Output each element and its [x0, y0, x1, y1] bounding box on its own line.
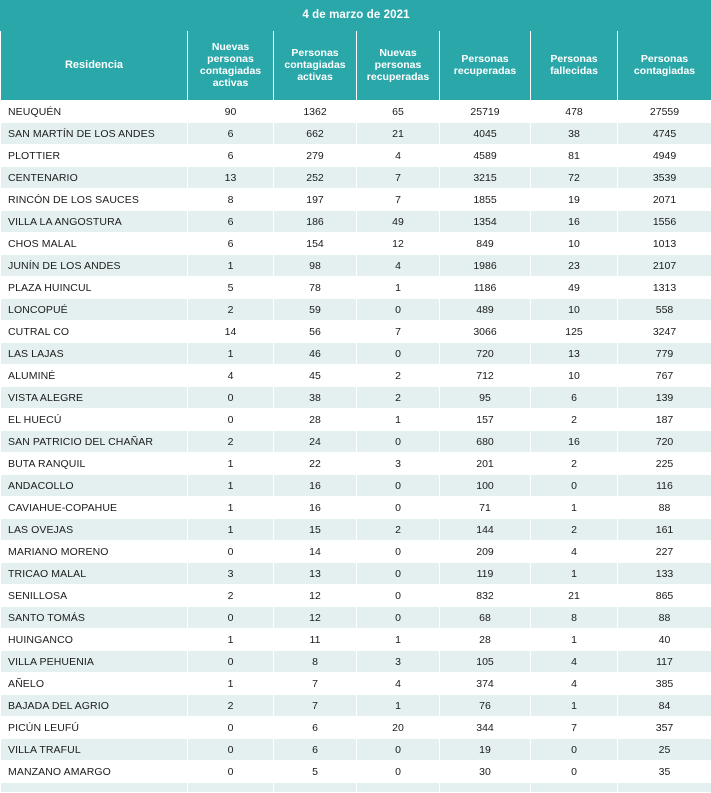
cell-fallecidas: 125	[531, 321, 618, 343]
cell-activas: 7	[274, 695, 357, 717]
cell-activas: 154	[274, 233, 357, 255]
cell-recuperadas: 344	[440, 717, 531, 739]
cell-nuevas-activas: 13	[188, 167, 274, 189]
cell-contagiadas: 1013	[618, 233, 711, 255]
cell-fallecidas: 0	[531, 761, 618, 783]
table-row[interactable]	[1, 717, 711, 739]
cell-nuevas-recuperadas: 0	[357, 431, 440, 453]
table-row[interactable]	[1, 739, 711, 761]
cell-contagiadas: 227	[618, 541, 711, 563]
table-row[interactable]	[1, 211, 711, 233]
column-header-nuevas-personas-recuperadas[interactable]: Nuevas personas recuperadas	[357, 31, 440, 101]
cell-activas: 15	[274, 519, 357, 541]
cell-recuperadas: 30	[440, 761, 531, 783]
cell-residencia: PLAZA HUINCUL	[1, 277, 188, 299]
cell-nuevas-recuperadas: 0	[357, 343, 440, 365]
cell-nuevas-activas: 1	[188, 673, 274, 695]
cell-residencia: PLOTTIER	[1, 145, 188, 167]
table-row[interactable]	[1, 101, 711, 123]
cell-recuperadas: 3066	[440, 321, 531, 343]
cell-fallecidas: 4	[531, 541, 618, 563]
cell-nuevas-recuperadas: 0	[357, 475, 440, 497]
cell-nuevas-recuperadas: 7	[357, 189, 440, 211]
table-row[interactable]	[1, 453, 711, 475]
cell-activas: 186	[274, 211, 357, 233]
cell-nuevas-activas: 1	[188, 453, 274, 475]
cell-fallecidas: 13	[531, 343, 618, 365]
cell-residencia: VISTA ALEGRE	[1, 387, 188, 409]
cell-activas: 1362	[274, 101, 357, 123]
cell-fallecidas: 10	[531, 233, 618, 255]
cell-recuperadas: 4045	[440, 123, 531, 145]
cell-recuperadas: 68	[440, 607, 531, 629]
cell-residencia: SAN PATRICIO DEL CHAÑAR	[1, 431, 188, 453]
cell-contagiadas: 40	[618, 629, 711, 651]
cell-activas: 5	[274, 761, 357, 783]
cell-recuperadas: 28	[440, 629, 531, 651]
cell-activas: 45	[274, 365, 357, 387]
cell-nuevas-recuperadas: 7	[357, 321, 440, 343]
cell-nuevas-recuperadas: 12	[357, 233, 440, 255]
cell-residencia: LONCOPUÉ	[1, 299, 188, 321]
cell-contagiadas: 558	[618, 299, 711, 321]
table-row[interactable]	[1, 431, 711, 453]
cell-residencia: PICÚN LEUFÚ	[1, 717, 188, 739]
cell-contagiadas: 1313	[618, 277, 711, 299]
cell-contagiadas: 2107	[618, 255, 711, 277]
table-row[interactable]	[1, 321, 711, 343]
cell-nuevas-activas: 8	[188, 189, 274, 211]
cell-activas: 98	[274, 255, 357, 277]
cell-activas: 252	[274, 167, 357, 189]
cell-contagiadas: 2071	[618, 189, 711, 211]
cell-recuperadas: 25719	[440, 101, 531, 123]
table-row[interactable]	[1, 299, 711, 321]
cell-contagiadas: 1556	[618, 211, 711, 233]
table-row[interactable]	[1, 387, 711, 409]
table-row[interactable]	[1, 651, 711, 673]
cell-recuperadas: 201	[440, 453, 531, 475]
cell-activas: 7	[274, 673, 357, 695]
cell-fallecidas: 0	[531, 475, 618, 497]
cell-contagiadas: 116	[618, 475, 711, 497]
cell-nuevas-recuperadas: 0	[357, 585, 440, 607]
cell-nuevas-activas: 1	[188, 255, 274, 277]
cell-residencia: BUTA RANQUIL	[1, 453, 188, 475]
cell-residencia: MANZANO AMARGO	[1, 761, 188, 783]
table-body	[1, 101, 711, 793]
cell-recuperadas: 95	[440, 387, 531, 409]
cell-contagiadas: 385	[618, 673, 711, 695]
table-row[interactable]	[1, 673, 711, 695]
cell-clipped	[188, 783, 274, 793]
cell-nuevas-activas: 0	[188, 607, 274, 629]
column-header-nuevas-personas-contagiadas-activas[interactable]: Nuevas personas contagiadas activas	[188, 31, 274, 101]
column-header-personas-contagiadas-activas[interactable]: Personas contagiadas activas	[274, 31, 357, 101]
cell-recuperadas: 157	[440, 409, 531, 431]
cell-residencia: AÑELO	[1, 673, 188, 695]
table-row-clipped	[1, 783, 711, 793]
cell-fallecidas: 1	[531, 695, 618, 717]
table-row[interactable]	[1, 189, 711, 211]
cell-nuevas-recuperadas: 1	[357, 409, 440, 431]
cell-contagiadas: 720	[618, 431, 711, 453]
column-header-personas-recuperadas[interactable]: Personas recuperadas	[440, 31, 531, 101]
cell-nuevas-activas: 0	[188, 387, 274, 409]
cell-contagiadas: 4745	[618, 123, 711, 145]
cell-recuperadas: 720	[440, 343, 531, 365]
cell-activas: 16	[274, 475, 357, 497]
cell-fallecidas: 49	[531, 277, 618, 299]
cell-nuevas-recuperadas: 20	[357, 717, 440, 739]
cell-fallecidas: 72	[531, 167, 618, 189]
cell-contagiadas: 4949	[618, 145, 711, 167]
table-row[interactable]	[1, 541, 711, 563]
table-row[interactable]	[1, 629, 711, 651]
cell-nuevas-recuperadas: 4	[357, 145, 440, 167]
cell-nuevas-recuperadas: 2	[357, 519, 440, 541]
cell-recuperadas: 1986	[440, 255, 531, 277]
cell-residencia: TRICAO MALAL	[1, 563, 188, 585]
table-row[interactable]	[1, 145, 711, 167]
cell-nuevas-activas: 90	[188, 101, 274, 123]
cell-nuevas-recuperadas: 0	[357, 607, 440, 629]
cell-recuperadas: 209	[440, 541, 531, 563]
cell-fallecidas: 6	[531, 387, 618, 409]
cell-recuperadas: 1354	[440, 211, 531, 233]
cell-contagiadas: 3539	[618, 167, 711, 189]
table-row[interactable]	[1, 409, 711, 431]
table-row[interactable]	[1, 497, 711, 519]
cell-fallecidas: 16	[531, 211, 618, 233]
cell-nuevas-activas: 2	[188, 695, 274, 717]
cell-nuevas-recuperadas: 4	[357, 255, 440, 277]
cell-nuevas-recuperadas: 3	[357, 651, 440, 673]
cell-recuperadas: 849	[440, 233, 531, 255]
cell-nuevas-activas: 5	[188, 277, 274, 299]
cell-residencia: SAN MARTÍN DE LOS ANDES	[1, 123, 188, 145]
cell-nuevas-recuperadas: 1	[357, 695, 440, 717]
cell-contagiadas: 865	[618, 585, 711, 607]
cell-fallecidas: 81	[531, 145, 618, 167]
cell-fallecidas: 23	[531, 255, 618, 277]
cell-fallecidas: 1	[531, 497, 618, 519]
cell-residencia: SANTO TOMÁS	[1, 607, 188, 629]
cell-fallecidas: 10	[531, 365, 618, 387]
cell-recuperadas: 76	[440, 695, 531, 717]
cell-fallecidas: 7	[531, 717, 618, 739]
cell-contagiadas: 767	[618, 365, 711, 387]
cell-nuevas-recuperadas: 0	[357, 563, 440, 585]
cell-contagiadas: 161	[618, 519, 711, 541]
cell-nuevas-activas: 0	[188, 651, 274, 673]
cell-nuevas-activas: 0	[188, 761, 274, 783]
cell-contagiadas: 84	[618, 695, 711, 717]
cell-residencia: EL HUECÚ	[1, 409, 188, 431]
cell-recuperadas: 680	[440, 431, 531, 453]
cell-contagiadas: 225	[618, 453, 711, 475]
cell-nuevas-activas: 1	[188, 343, 274, 365]
cell-contagiadas: 35	[618, 761, 711, 783]
cell-activas: 59	[274, 299, 357, 321]
cell-recuperadas: 105	[440, 651, 531, 673]
cell-activas: 197	[274, 189, 357, 211]
cell-residencia: RINCÓN DE LOS SAUCES	[1, 189, 188, 211]
cell-residencia: HUINGANCO	[1, 629, 188, 651]
cell-nuevas-recuperadas: 4	[357, 673, 440, 695]
cell-nuevas-recuperadas: 2	[357, 365, 440, 387]
cell-nuevas-recuperadas: 0	[357, 739, 440, 761]
cell-recuperadas: 144	[440, 519, 531, 541]
cell-recuperadas: 19	[440, 739, 531, 761]
cell-nuevas-recuperadas: 1	[357, 277, 440, 299]
cell-nuevas-recuperadas: 21	[357, 123, 440, 145]
cell-activas: 8	[274, 651, 357, 673]
cell-fallecidas: 19	[531, 189, 618, 211]
cell-nuevas-recuperadas: 65	[357, 101, 440, 123]
cell-activas: 38	[274, 387, 357, 409]
cell-fallecidas: 1	[531, 563, 618, 585]
cell-nuevas-recuperadas: 7	[357, 167, 440, 189]
cell-residencia: JUNÍN DE LOS ANDES	[1, 255, 188, 277]
cell-residencia: ANDACOLLO	[1, 475, 188, 497]
cell-nuevas-recuperadas: 0	[357, 299, 440, 321]
table-row[interactable]	[1, 233, 711, 255]
cell-activas: 279	[274, 145, 357, 167]
cell-activas: 14	[274, 541, 357, 563]
cell-fallecidas: 38	[531, 123, 618, 145]
report-date-title: 4 de marzo de 2021	[1, 1, 711, 31]
cell-nuevas-activas: 2	[188, 585, 274, 607]
table-row[interactable]	[1, 563, 711, 585]
table-header-row	[1, 31, 711, 101]
cell-residencia: SENILLOSA	[1, 585, 188, 607]
cell-activas: 13	[274, 563, 357, 585]
cell-residencia: NEUQUÉN	[1, 101, 188, 123]
cell-recuperadas: 374	[440, 673, 531, 695]
cell-recuperadas: 3215	[440, 167, 531, 189]
cell-activas: 12	[274, 607, 357, 629]
cell-fallecidas: 2	[531, 519, 618, 541]
cell-nuevas-activas: 0	[188, 409, 274, 431]
cell-fallecidas: 21	[531, 585, 618, 607]
table-row[interactable]	[1, 255, 711, 277]
cell-contagiadas: 133	[618, 563, 711, 585]
cell-activas: 28	[274, 409, 357, 431]
cell-nuevas-activas: 0	[188, 541, 274, 563]
cell-residencia: BAJADA DEL AGRIO	[1, 695, 188, 717]
table-title-row	[1, 1, 711, 31]
cell-activas: 12	[274, 585, 357, 607]
column-header-personas-contagiadas[interactable]: Personas contagiadas	[618, 31, 711, 101]
cell-nuevas-activas: 6	[188, 145, 274, 167]
cell-fallecidas: 2	[531, 409, 618, 431]
cell-contagiadas: 779	[618, 343, 711, 365]
cell-recuperadas: 1186	[440, 277, 531, 299]
cell-residencia: LAS OVEJAS	[1, 519, 188, 541]
cell-nuevas-activas: 1	[188, 629, 274, 651]
table-row[interactable]	[1, 519, 711, 541]
cell-clipped	[1, 783, 188, 793]
cell-clipped	[440, 783, 531, 793]
cell-nuevas-recuperadas: 0	[357, 761, 440, 783]
cell-residencia: LAS LAJAS	[1, 343, 188, 365]
cell-contagiadas: 187	[618, 409, 711, 431]
table-row[interactable]	[1, 761, 711, 783]
cell-nuevas-activas: 4	[188, 365, 274, 387]
cell-contagiadas: 88	[618, 607, 711, 629]
cell-nuevas-activas: 6	[188, 123, 274, 145]
cell-fallecidas: 8	[531, 607, 618, 629]
cell-clipped	[357, 783, 440, 793]
cell-nuevas-activas: 6	[188, 233, 274, 255]
cell-contagiadas: 139	[618, 387, 711, 409]
cell-clipped	[274, 783, 357, 793]
cell-activas: 16	[274, 497, 357, 519]
table-row[interactable]	[1, 167, 711, 189]
cell-residencia: CAVIAHUE-COPAHUE	[1, 497, 188, 519]
cell-recuperadas: 832	[440, 585, 531, 607]
cell-residencia: MARIANO MORENO	[1, 541, 188, 563]
cell-fallecidas: 2	[531, 453, 618, 475]
cell-residencia: CHOS MALAL	[1, 233, 188, 255]
cell-nuevas-activas: 1	[188, 497, 274, 519]
cell-recuperadas: 100	[440, 475, 531, 497]
cell-nuevas-activas: 6	[188, 211, 274, 233]
table-row[interactable]	[1, 277, 711, 299]
cell-activas: 78	[274, 277, 357, 299]
cell-recuperadas: 119	[440, 563, 531, 585]
table-row[interactable]	[1, 475, 711, 497]
cell-fallecidas: 4	[531, 651, 618, 673]
cell-activas: 22	[274, 453, 357, 475]
cell-activas: 46	[274, 343, 357, 365]
cell-clipped	[618, 783, 711, 793]
cell-nuevas-recuperadas: 0	[357, 497, 440, 519]
cell-contagiadas: 25	[618, 739, 711, 761]
cell-activas: 6	[274, 739, 357, 761]
cell-activas: 6	[274, 717, 357, 739]
cell-contagiadas: 88	[618, 497, 711, 519]
cell-nuevas-activas: 3	[188, 563, 274, 585]
cell-fallecidas: 10	[531, 299, 618, 321]
cell-contagiadas: 3247	[618, 321, 711, 343]
column-header-residencia[interactable]: Residencia	[1, 31, 188, 101]
cell-recuperadas: 1855	[440, 189, 531, 211]
cell-nuevas-activas: 2	[188, 431, 274, 453]
cell-nuevas-activas: 2	[188, 299, 274, 321]
table-row[interactable]	[1, 343, 711, 365]
cell-residencia: ALUMINÉ	[1, 365, 188, 387]
cell-recuperadas: 4589	[440, 145, 531, 167]
cell-fallecidas: 1	[531, 629, 618, 651]
cell-nuevas-recuperadas: 49	[357, 211, 440, 233]
cell-fallecidas: 16	[531, 431, 618, 453]
cell-clipped	[531, 783, 618, 793]
cell-fallecidas: 4	[531, 673, 618, 695]
cell-activas: 662	[274, 123, 357, 145]
cell-fallecidas: 478	[531, 101, 618, 123]
column-header-personas-fallecidas[interactable]: Personas fallecidas	[531, 31, 618, 101]
cell-nuevas-activas: 1	[188, 475, 274, 497]
cell-activas: 24	[274, 431, 357, 453]
table-row[interactable]	[1, 123, 711, 145]
cell-activas: 11	[274, 629, 357, 651]
cell-nuevas-recuperadas: 1	[357, 629, 440, 651]
cell-nuevas-activas: 0	[188, 739, 274, 761]
cell-nuevas-recuperadas: 0	[357, 541, 440, 563]
cell-residencia: VILLA PEHUENIA	[1, 651, 188, 673]
table-row[interactable]	[1, 585, 711, 607]
table-row[interactable]	[1, 695, 711, 717]
cell-nuevas-activas: 1	[188, 519, 274, 541]
cell-recuperadas: 712	[440, 365, 531, 387]
cell-residencia: VILLA TRAFUL	[1, 739, 188, 761]
cell-recuperadas: 71	[440, 497, 531, 519]
cell-nuevas-activas: 0	[188, 717, 274, 739]
cell-contagiadas: 357	[618, 717, 711, 739]
cell-fallecidas: 0	[531, 739, 618, 761]
cell-contagiadas: 117	[618, 651, 711, 673]
table-row[interactable]	[1, 365, 711, 387]
cell-residencia: CUTRAL CO	[1, 321, 188, 343]
table-row[interactable]	[1, 607, 711, 629]
cell-residencia: VILLA LA ANGOSTURA	[1, 211, 188, 233]
cell-residencia: CENTENARIO	[1, 167, 188, 189]
cell-recuperadas: 489	[440, 299, 531, 321]
cell-nuevas-recuperadas: 3	[357, 453, 440, 475]
cell-nuevas-activas: 14	[188, 321, 274, 343]
cell-nuevas-recuperadas: 2	[357, 387, 440, 409]
cell-activas: 56	[274, 321, 357, 343]
cell-contagiadas: 27559	[618, 101, 711, 123]
